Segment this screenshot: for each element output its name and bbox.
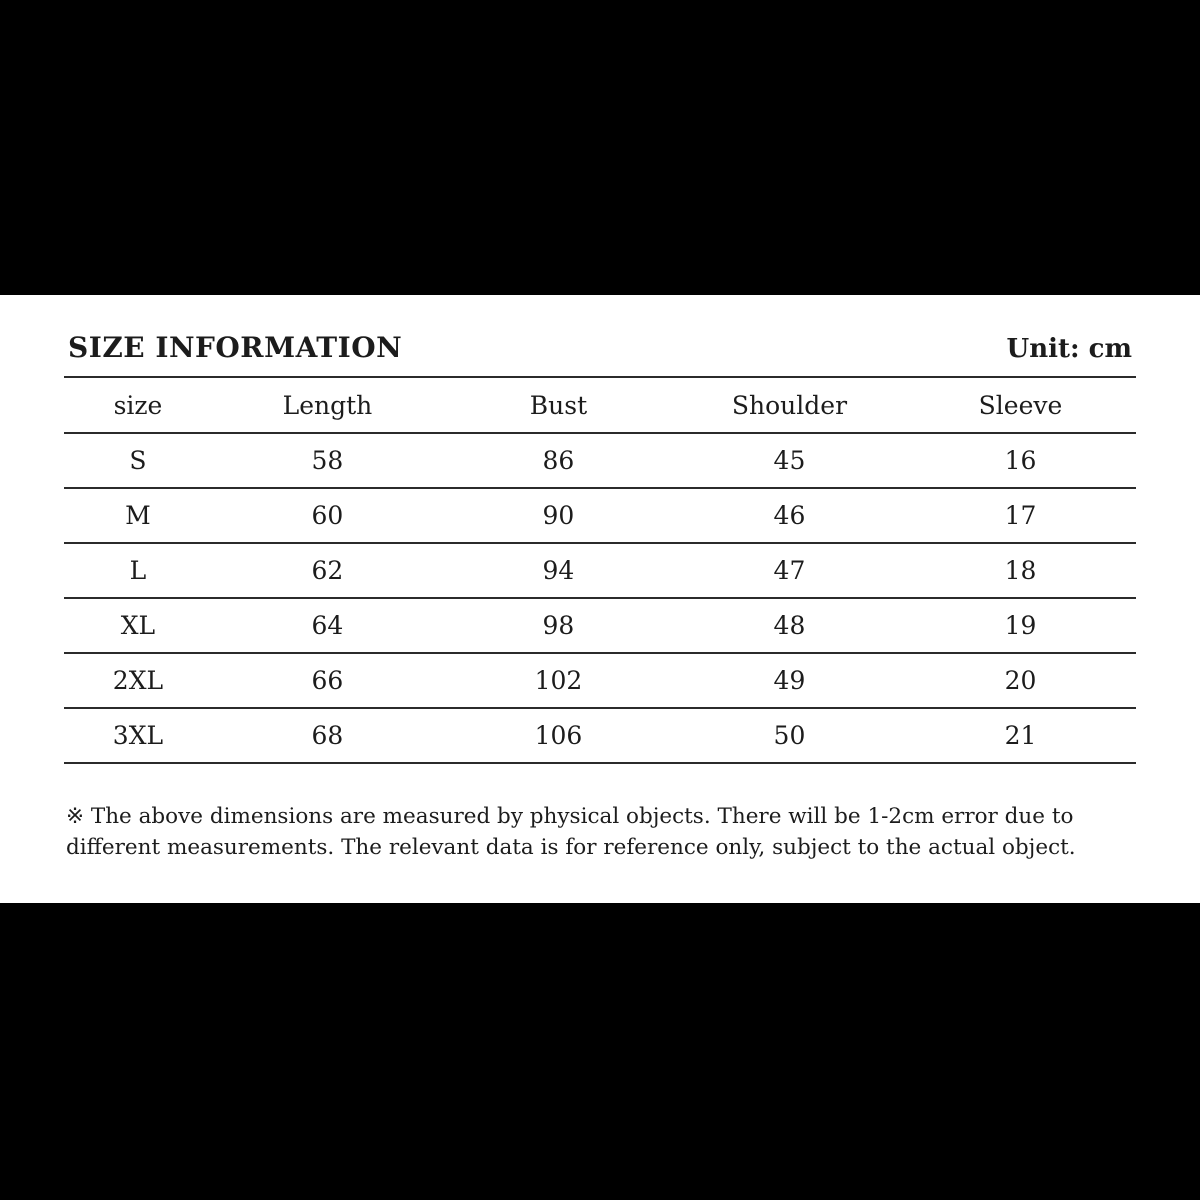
size-info-panel — [0, 295, 1200, 903]
page-title: SIZE INFORMATION — [68, 331, 403, 364]
size-table-header — [64, 377, 1136, 433]
value-cell: 66 — [212, 653, 443, 708]
value-cell: 48 — [674, 598, 905, 653]
value-cell: 18 — [905, 543, 1136, 598]
value-cell: 46 — [674, 488, 905, 543]
column-header-bust: Bust — [443, 377, 674, 433]
value-cell: 47 — [674, 543, 905, 598]
value-cell: 16 — [905, 433, 1136, 488]
title-row — [64, 331, 1136, 364]
size-cell: XL — [64, 598, 212, 653]
table-row — [64, 543, 1136, 598]
table-row — [64, 708, 1136, 763]
value-cell: 20 — [905, 653, 1136, 708]
table-row — [64, 653, 1136, 708]
value-cell: 58 — [212, 433, 443, 488]
value-cell: 94 — [443, 543, 674, 598]
top-black-bar — [0, 0, 1200, 295]
value-cell: 86 — [443, 433, 674, 488]
value-cell: 98 — [443, 598, 674, 653]
size-cell: S — [64, 433, 212, 488]
value-cell: 60 — [212, 488, 443, 543]
value-cell: 45 — [674, 433, 905, 488]
size-cell: M — [64, 488, 212, 543]
table-row — [64, 488, 1136, 543]
value-cell: 64 — [212, 598, 443, 653]
column-header-length: Length — [212, 377, 443, 433]
value-cell: 102 — [443, 653, 674, 708]
table-row — [64, 598, 1136, 653]
size-table — [64, 376, 1136, 764]
value-cell: 50 — [674, 708, 905, 763]
table-row — [64, 433, 1136, 488]
column-header-sleeve: Sleeve — [905, 377, 1136, 433]
measurement-footnote: ※ The above dimensions are measured by physical objects. There will be 1-2cm error due to different measurements. The relevant data is for reference only, subject to the actual object. — [66, 804, 1076, 860]
header-row — [64, 377, 1136, 433]
size-cell: L — [64, 543, 212, 598]
value-cell: 106 — [443, 708, 674, 763]
value-cell: 62 — [212, 543, 443, 598]
bottom-black-bar — [0, 903, 1200, 1200]
size-cell: 2XL — [64, 653, 212, 708]
value-cell: 90 — [443, 488, 674, 543]
size-table-body — [64, 433, 1136, 763]
size-cell: 3XL — [64, 708, 212, 763]
column-header-size: size — [64, 377, 212, 433]
value-cell: 49 — [674, 653, 905, 708]
value-cell: 68 — [212, 708, 443, 763]
value-cell: 17 — [905, 488, 1136, 543]
column-header-shoulder: Shoulder — [674, 377, 905, 433]
unit-label: Unit: cm — [1006, 334, 1132, 364]
value-cell: 21 — [905, 708, 1136, 763]
value-cell: 19 — [905, 598, 1136, 653]
